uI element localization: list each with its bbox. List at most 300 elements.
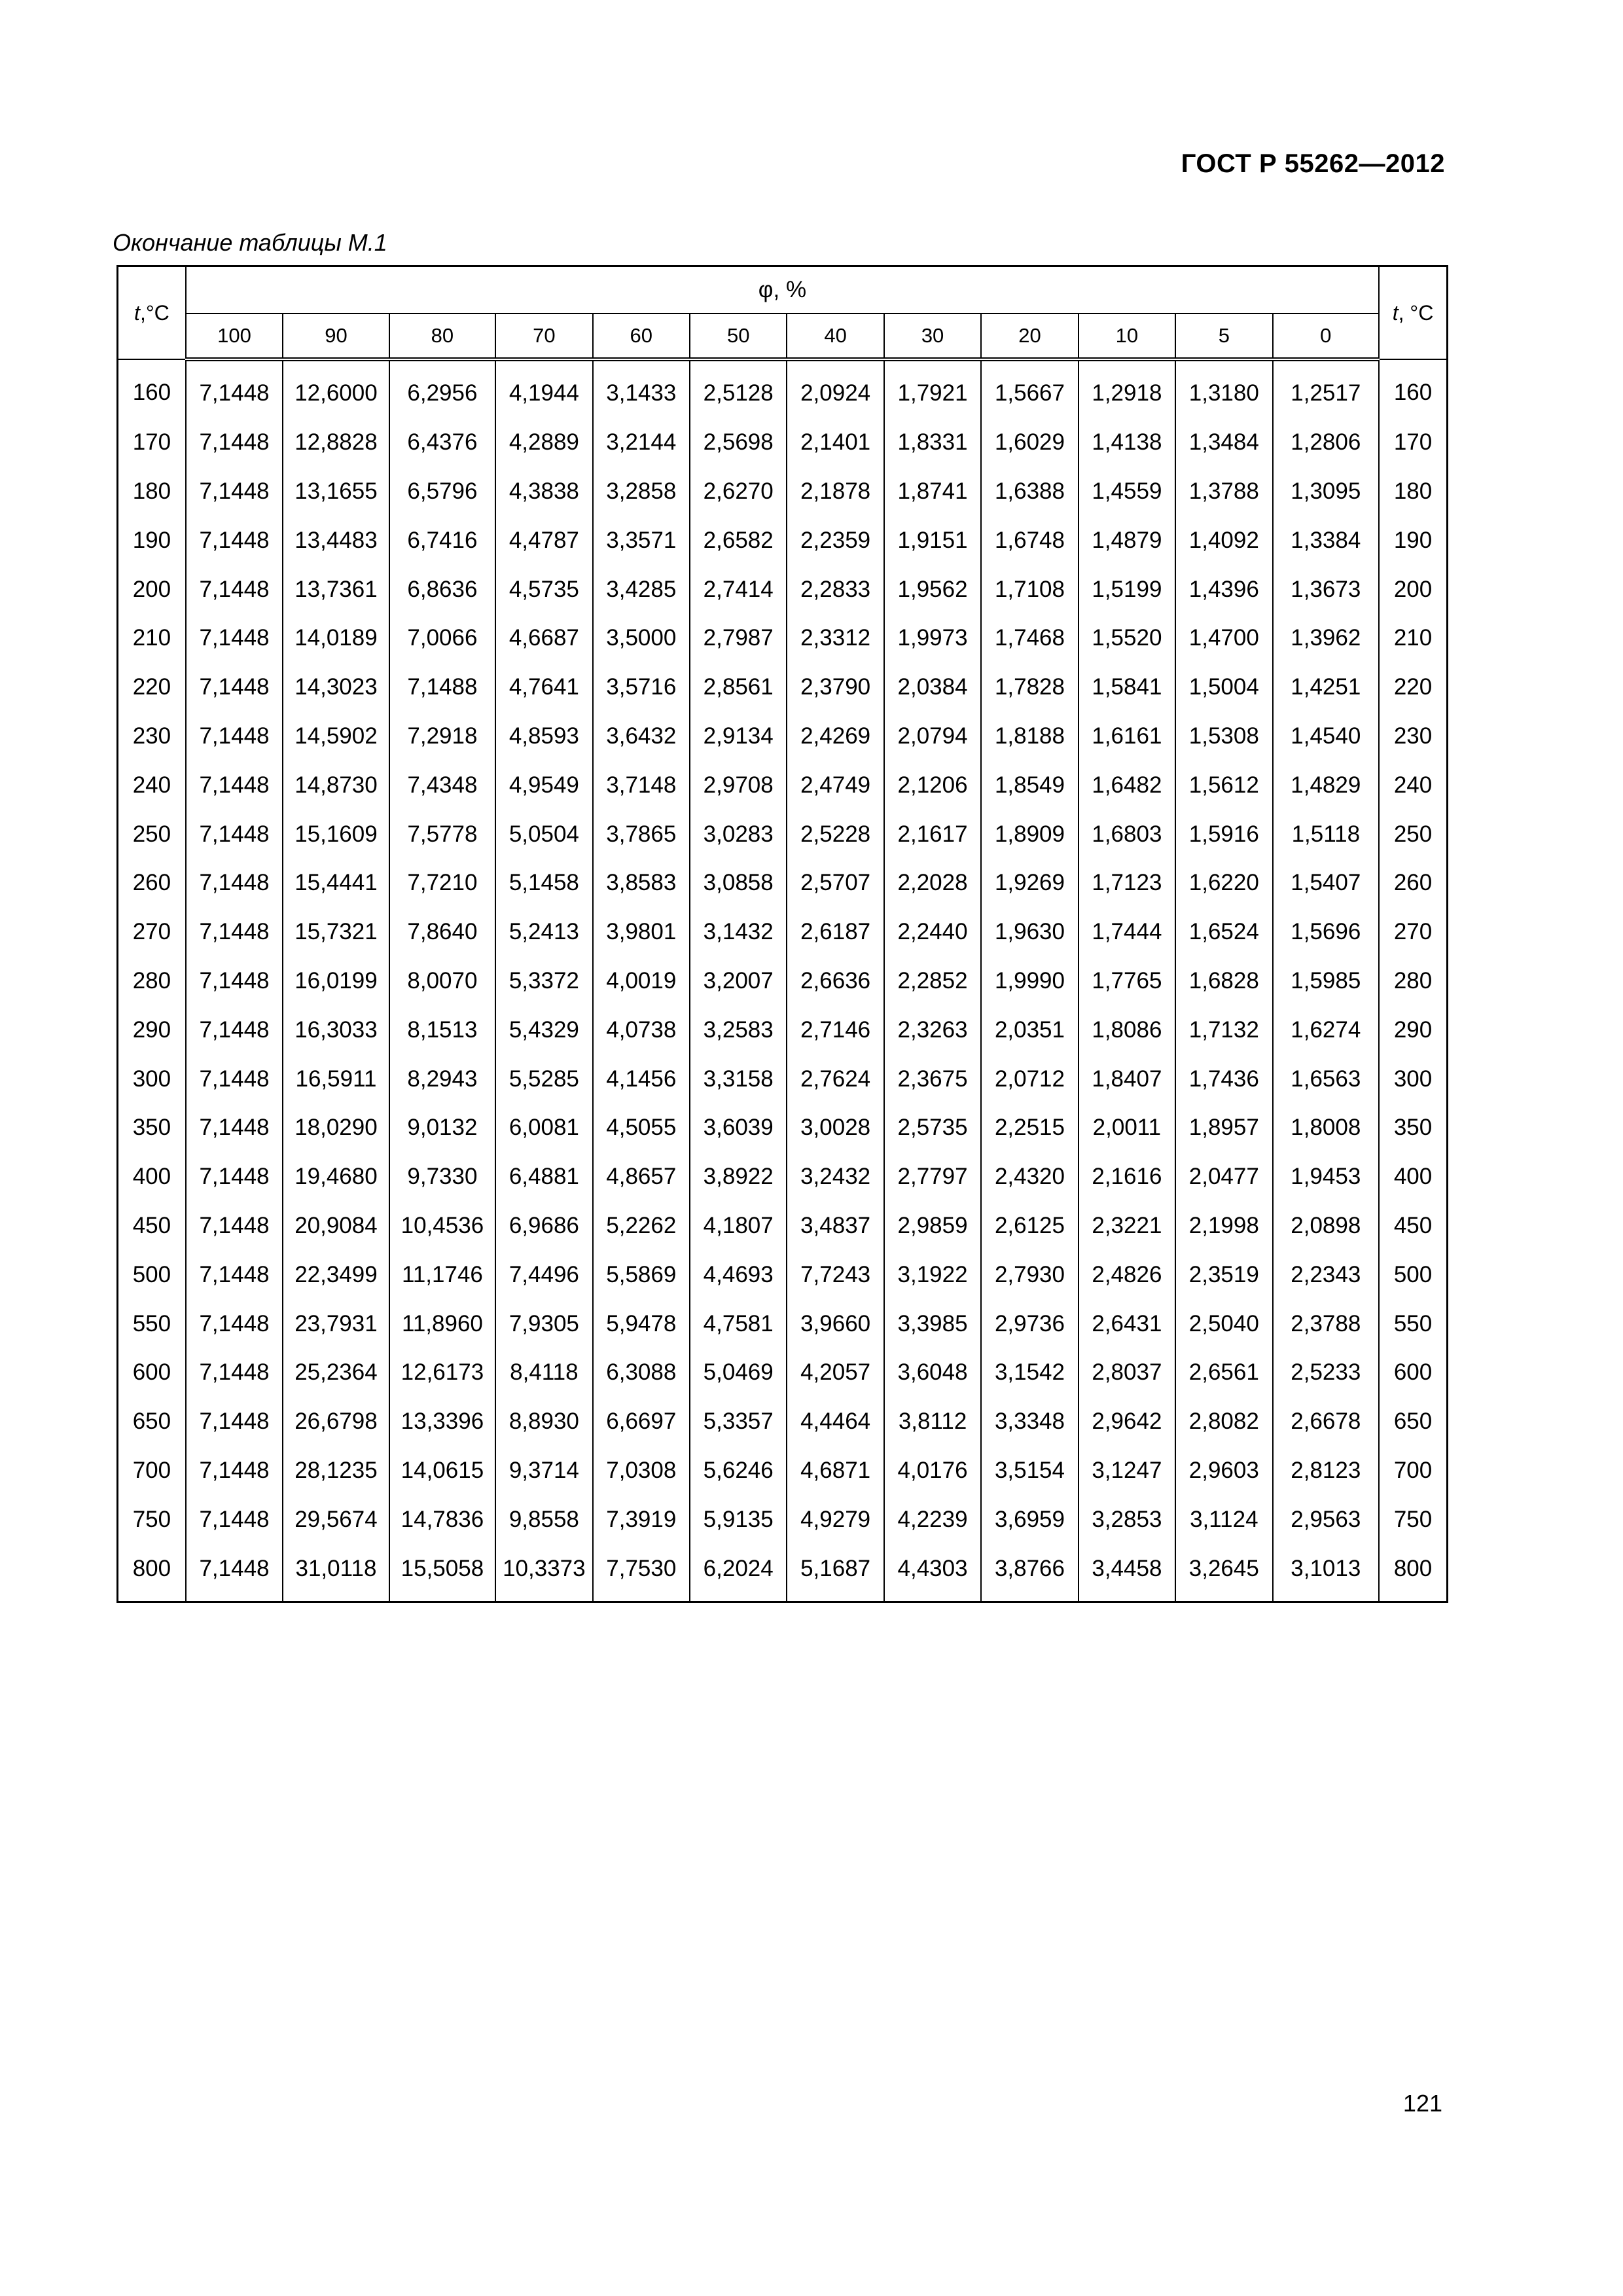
value-cell: 3,6039 bbox=[690, 1103, 787, 1153]
value-cell: 2,7797 bbox=[884, 1153, 981, 1202]
phi-column-header: 0 bbox=[1273, 314, 1380, 359]
value-cell: 3,9801 bbox=[593, 908, 690, 957]
value-cell: 4,4787 bbox=[495, 516, 592, 565]
value-cell: 7,1448 bbox=[186, 565, 283, 614]
value-cell: 1,5004 bbox=[1175, 663, 1272, 712]
value-cell: 1,6524 bbox=[1175, 908, 1272, 957]
page-number: 121 bbox=[1402, 2090, 1442, 2117]
value-cell: 3,8766 bbox=[981, 1544, 1078, 1602]
table-row bbox=[118, 810, 1448, 859]
value-cell: 3,0858 bbox=[690, 859, 787, 908]
value-cell: 1,5916 bbox=[1175, 810, 1272, 859]
value-cell: 1,6029 bbox=[981, 418, 1078, 467]
value-cell: 2,5040 bbox=[1175, 1299, 1272, 1348]
temperature-cell-right: 290 bbox=[1379, 1005, 1447, 1054]
phi-column-header: 20 bbox=[981, 314, 1078, 359]
value-cell: 2,3790 bbox=[787, 663, 883, 712]
value-cell: 1,9630 bbox=[981, 908, 1078, 957]
value-cell: 2,4826 bbox=[1079, 1250, 1175, 1299]
value-cell: 3,8112 bbox=[884, 1397, 981, 1446]
value-cell: 1,8086 bbox=[1079, 1005, 1175, 1054]
value-cell: 2,7414 bbox=[690, 565, 787, 614]
value-cell: 2,8082 bbox=[1175, 1397, 1272, 1446]
value-cell: 5,9478 bbox=[593, 1299, 690, 1348]
value-cell: 1,9562 bbox=[884, 565, 981, 614]
temperature-cell-left: 160 bbox=[118, 359, 186, 418]
value-cell: 10,3373 bbox=[495, 1544, 592, 1602]
phi-column-header: 90 bbox=[283, 314, 389, 359]
temperature-cell-left: 800 bbox=[118, 1544, 186, 1602]
value-cell: 7,1448 bbox=[186, 859, 283, 908]
temperature-cell-left: 700 bbox=[118, 1446, 186, 1496]
value-cell: 1,3180 bbox=[1175, 359, 1272, 418]
value-cell: 1,6161 bbox=[1079, 712, 1175, 761]
value-cell: 1,5696 bbox=[1273, 908, 1380, 957]
value-cell: 13,4483 bbox=[283, 516, 389, 565]
value-cell: 1,5199 bbox=[1079, 565, 1175, 614]
value-cell: 4,4693 bbox=[690, 1250, 787, 1299]
value-cell: 3,9660 bbox=[787, 1299, 883, 1348]
value-cell: 14,0615 bbox=[389, 1446, 495, 1496]
value-cell: 2,6561 bbox=[1175, 1348, 1272, 1397]
value-cell: 4,6687 bbox=[495, 614, 592, 663]
value-cell: 4,5055 bbox=[593, 1103, 690, 1153]
temperature-cell-right: 600 bbox=[1379, 1348, 1447, 1397]
value-cell: 3,1433 bbox=[593, 359, 690, 418]
temperature-cell-left: 180 bbox=[118, 467, 186, 516]
value-cell: 7,1448 bbox=[186, 614, 283, 663]
value-cell: 7,1448 bbox=[186, 1054, 283, 1103]
value-cell: 2,7930 bbox=[981, 1250, 1078, 1299]
table-row bbox=[118, 1202, 1448, 1251]
temperature-cell-left: 650 bbox=[118, 1397, 186, 1446]
value-cell: 3,2858 bbox=[593, 467, 690, 516]
value-cell: 2,2028 bbox=[884, 859, 981, 908]
value-cell: 7,1448 bbox=[186, 1103, 283, 1153]
table-header-row bbox=[118, 266, 1448, 314]
value-cell: 1,8549 bbox=[981, 761, 1078, 810]
value-cell: 9,7330 bbox=[389, 1153, 495, 1202]
value-cell: 3,6048 bbox=[884, 1348, 981, 1397]
value-cell: 9,8558 bbox=[495, 1495, 592, 1544]
temperature-cell-right: 160 bbox=[1379, 359, 1447, 418]
value-cell: 16,3033 bbox=[283, 1005, 389, 1054]
table-row bbox=[118, 761, 1448, 810]
value-cell: 8,8930 bbox=[495, 1397, 592, 1446]
value-cell: 8,2943 bbox=[389, 1054, 495, 1103]
value-cell: 7,1448 bbox=[186, 810, 283, 859]
table-row bbox=[118, 1005, 1448, 1054]
value-cell: 2,5707 bbox=[787, 859, 883, 908]
value-cell: 23,7931 bbox=[283, 1299, 389, 1348]
value-cell: 4,2239 bbox=[884, 1495, 981, 1544]
table-row bbox=[118, 957, 1448, 1006]
value-cell: 1,4092 bbox=[1175, 516, 1272, 565]
value-cell: 1,6274 bbox=[1273, 1005, 1380, 1054]
value-cell: 7,1448 bbox=[186, 516, 283, 565]
value-cell: 2,4749 bbox=[787, 761, 883, 810]
value-cell: 3,1013 bbox=[1273, 1544, 1380, 1602]
value-cell: 1,9990 bbox=[981, 957, 1078, 1006]
value-cell: 5,5285 bbox=[495, 1054, 592, 1103]
value-cell: 2,9859 bbox=[884, 1202, 981, 1251]
temperature-cell-right: 400 bbox=[1379, 1153, 1447, 1202]
value-cell: 2,6582 bbox=[690, 516, 787, 565]
value-cell: 8,4118 bbox=[495, 1348, 592, 1397]
temperature-cell-right: 240 bbox=[1379, 761, 1447, 810]
value-cell: 4,0738 bbox=[593, 1005, 690, 1054]
table-caption: Окончание таблицы М.1 bbox=[113, 229, 387, 256]
value-cell: 1,3484 bbox=[1175, 418, 1272, 467]
value-cell: 7,1448 bbox=[186, 1250, 283, 1299]
value-cell: 1,2806 bbox=[1273, 418, 1380, 467]
value-cell: 4,7581 bbox=[690, 1299, 787, 1348]
value-cell: 7,1448 bbox=[186, 418, 283, 467]
value-cell: 6,6697 bbox=[593, 1397, 690, 1446]
temperature-cell-left: 280 bbox=[118, 957, 186, 1006]
value-cell: 2,6187 bbox=[787, 908, 883, 957]
temperature-cell-left: 260 bbox=[118, 859, 186, 908]
value-cell: 3,3158 bbox=[690, 1054, 787, 1103]
table-row bbox=[118, 418, 1448, 467]
table-row bbox=[118, 516, 1448, 565]
value-cell: 1,9973 bbox=[884, 614, 981, 663]
temperature-cell-right: 270 bbox=[1379, 908, 1447, 957]
temperature-cell-left: 300 bbox=[118, 1054, 186, 1103]
value-cell: 2,6636 bbox=[787, 957, 883, 1006]
temperature-cell-left: 200 bbox=[118, 565, 186, 614]
value-cell: 29,5674 bbox=[283, 1495, 389, 1544]
table-row bbox=[118, 1103, 1448, 1153]
value-cell: 4,2057 bbox=[787, 1348, 883, 1397]
value-cell: 1,6388 bbox=[981, 467, 1078, 516]
value-cell: 7,0308 bbox=[593, 1446, 690, 1496]
phi-column-header: 80 bbox=[389, 314, 495, 359]
value-cell: 3,4837 bbox=[787, 1202, 883, 1251]
value-cell: 2,2343 bbox=[1273, 1250, 1380, 1299]
value-cell: 3,6432 bbox=[593, 712, 690, 761]
value-cell: 1,5520 bbox=[1079, 614, 1175, 663]
value-cell: 14,3023 bbox=[283, 663, 389, 712]
value-cell: 5,6246 bbox=[690, 1446, 787, 1496]
table-row bbox=[118, 1397, 1448, 1446]
temperature-cell-left: 450 bbox=[118, 1202, 186, 1251]
value-cell: 1,8957 bbox=[1175, 1103, 1272, 1153]
temperature-cell-left: 400 bbox=[118, 1153, 186, 1202]
value-cell: 4,1807 bbox=[690, 1202, 787, 1251]
value-cell: 6,0081 bbox=[495, 1103, 592, 1153]
value-cell: 1,3384 bbox=[1273, 516, 1380, 565]
value-cell: 2,2440 bbox=[884, 908, 981, 957]
value-cell: 1,7921 bbox=[884, 359, 981, 418]
value-cell: 12,6000 bbox=[283, 359, 389, 418]
value-cell: 1,5985 bbox=[1273, 957, 1380, 1006]
table-row bbox=[118, 1153, 1448, 1202]
value-cell: 2,3263 bbox=[884, 1005, 981, 1054]
value-cell: 2,1878 bbox=[787, 467, 883, 516]
document-code: ГОСТ Р 55262—2012 bbox=[1181, 149, 1445, 178]
value-cell: 1,4251 bbox=[1273, 663, 1380, 712]
temperature-cell-left: 750 bbox=[118, 1495, 186, 1544]
value-cell: 4,9549 bbox=[495, 761, 592, 810]
value-cell: 7,1448 bbox=[186, 1446, 283, 1496]
value-cell: 3,6959 bbox=[981, 1495, 1078, 1544]
value-cell: 7,1448 bbox=[186, 1005, 283, 1054]
temperature-cell-left: 270 bbox=[118, 908, 186, 957]
value-cell: 4,9279 bbox=[787, 1495, 883, 1544]
phi-group-header: φ, % bbox=[186, 266, 1379, 314]
value-cell: 4,7641 bbox=[495, 663, 592, 712]
value-cell: 2,5233 bbox=[1273, 1348, 1380, 1397]
value-cell: 7,1448 bbox=[186, 1495, 283, 1544]
value-cell: 10,4536 bbox=[389, 1202, 495, 1251]
value-cell: 2,0794 bbox=[884, 712, 981, 761]
value-cell: 7,1448 bbox=[186, 1348, 283, 1397]
temperature-cell-right: 280 bbox=[1379, 957, 1447, 1006]
value-cell: 7,1448 bbox=[186, 908, 283, 957]
temperature-cell-left: 600 bbox=[118, 1348, 186, 1397]
value-cell: 2,5228 bbox=[787, 810, 883, 859]
value-cell: 2,3788 bbox=[1273, 1299, 1380, 1348]
table-row bbox=[118, 1348, 1448, 1397]
t-variable: t bbox=[1392, 300, 1399, 325]
phi-column-header: 60 bbox=[593, 314, 690, 359]
temperature-cell-left: 250 bbox=[118, 810, 186, 859]
value-cell: 2,9736 bbox=[981, 1299, 1078, 1348]
data-table bbox=[116, 265, 1448, 1603]
value-cell: 1,9269 bbox=[981, 859, 1078, 908]
temperature-cell-right: 650 bbox=[1379, 1397, 1447, 1446]
value-cell: 9,3714 bbox=[495, 1446, 592, 1496]
value-cell: 2,8561 bbox=[690, 663, 787, 712]
temperature-cell-right: 350 bbox=[1379, 1103, 1447, 1153]
value-cell: 2,9563 bbox=[1273, 1495, 1380, 1544]
value-cell: 3,1124 bbox=[1175, 1495, 1272, 1544]
value-cell: 3,7865 bbox=[593, 810, 690, 859]
value-cell: 4,2889 bbox=[495, 418, 592, 467]
value-cell: 18,0290 bbox=[283, 1103, 389, 1153]
value-cell: 7,7530 bbox=[593, 1544, 690, 1602]
value-cell: 11,1746 bbox=[389, 1250, 495, 1299]
value-cell: 1,3095 bbox=[1273, 467, 1380, 516]
phi-column-header: 10 bbox=[1079, 314, 1175, 359]
value-cell: 1,6828 bbox=[1175, 957, 1272, 1006]
value-cell: 1,7444 bbox=[1079, 908, 1175, 957]
temperature-cell-left: 190 bbox=[118, 516, 186, 565]
value-cell: 2,0924 bbox=[787, 359, 883, 418]
value-cell: 2,2359 bbox=[787, 516, 883, 565]
value-cell: 3,2432 bbox=[787, 1153, 883, 1202]
value-cell: 26,6798 bbox=[283, 1397, 389, 1446]
value-cell: 15,4441 bbox=[283, 859, 389, 908]
value-cell: 1,4396 bbox=[1175, 565, 1272, 614]
value-cell: 2,4320 bbox=[981, 1153, 1078, 1202]
value-cell: 31,0118 bbox=[283, 1544, 389, 1602]
value-cell: 4,4464 bbox=[787, 1397, 883, 1446]
value-cell: 3,8583 bbox=[593, 859, 690, 908]
value-cell: 5,0469 bbox=[690, 1348, 787, 1397]
value-cell: 2,2833 bbox=[787, 565, 883, 614]
value-cell: 7,1448 bbox=[186, 359, 283, 418]
value-cell: 13,3396 bbox=[389, 1397, 495, 1446]
temperature-cell-right: 450 bbox=[1379, 1202, 1447, 1251]
value-cell: 2,1617 bbox=[884, 810, 981, 859]
value-cell: 7,0066 bbox=[389, 614, 495, 663]
value-cell: 1,8909 bbox=[981, 810, 1078, 859]
value-cell: 3,2583 bbox=[690, 1005, 787, 1054]
value-cell: 1,8331 bbox=[884, 418, 981, 467]
value-cell: 4,1944 bbox=[495, 359, 592, 418]
value-cell: 5,5869 bbox=[593, 1250, 690, 1299]
value-cell: 3,1542 bbox=[981, 1348, 1078, 1397]
value-cell: 14,0189 bbox=[283, 614, 389, 663]
value-cell: 2,2852 bbox=[884, 957, 981, 1006]
value-cell: 4,0019 bbox=[593, 957, 690, 1006]
value-cell: 7,9305 bbox=[495, 1299, 592, 1348]
value-cell: 5,9135 bbox=[690, 1495, 787, 1544]
value-cell: 1,5118 bbox=[1273, 810, 1380, 859]
temperature-cell-right: 230 bbox=[1379, 712, 1447, 761]
value-cell: 7,5778 bbox=[389, 810, 495, 859]
value-cell: 3,5000 bbox=[593, 614, 690, 663]
value-cell: 16,5911 bbox=[283, 1054, 389, 1103]
value-cell: 1,5407 bbox=[1273, 859, 1380, 908]
value-cell: 1,5841 bbox=[1079, 663, 1175, 712]
table-row bbox=[118, 467, 1448, 516]
value-cell: 7,1488 bbox=[389, 663, 495, 712]
value-cell: 6,9686 bbox=[495, 1202, 592, 1251]
value-cell: 7,7210 bbox=[389, 859, 495, 908]
phi-column-header: 40 bbox=[787, 314, 883, 359]
t-unit: , °C bbox=[1398, 300, 1434, 325]
value-cell: 4,1456 bbox=[593, 1054, 690, 1103]
phi-columns-row bbox=[118, 314, 1448, 359]
value-cell: 2,5128 bbox=[690, 359, 787, 418]
phi-column-header: 5 bbox=[1175, 314, 1272, 359]
value-cell: 3,2007 bbox=[690, 957, 787, 1006]
value-cell: 2,9134 bbox=[690, 712, 787, 761]
value-cell: 1,6220 bbox=[1175, 859, 1272, 908]
value-cell: 1,5612 bbox=[1175, 761, 1272, 810]
value-cell: 3,2144 bbox=[593, 418, 690, 467]
value-cell: 4,3838 bbox=[495, 467, 592, 516]
value-cell: 2,8123 bbox=[1273, 1446, 1380, 1496]
value-cell: 7,4496 bbox=[495, 1250, 592, 1299]
value-cell: 1,5308 bbox=[1175, 712, 1272, 761]
value-cell: 3,1247 bbox=[1079, 1446, 1175, 1496]
value-cell: 13,7361 bbox=[283, 565, 389, 614]
value-cell: 19,4680 bbox=[283, 1153, 389, 1202]
value-cell: 7,1448 bbox=[186, 467, 283, 516]
value-cell: 15,7321 bbox=[283, 908, 389, 957]
value-cell: 1,8407 bbox=[1079, 1054, 1175, 1103]
value-cell: 8,0070 bbox=[389, 957, 495, 1006]
value-cell: 2,0011 bbox=[1079, 1103, 1175, 1153]
value-cell: 1,7123 bbox=[1079, 859, 1175, 908]
temperature-cell-right: 170 bbox=[1379, 418, 1447, 467]
value-cell: 1,4879 bbox=[1079, 516, 1175, 565]
value-cell: 6,5796 bbox=[389, 467, 495, 516]
value-cell: 1,8188 bbox=[981, 712, 1078, 761]
value-cell: 7,3919 bbox=[593, 1495, 690, 1544]
value-cell: 22,3499 bbox=[283, 1250, 389, 1299]
temperature-cell-right: 250 bbox=[1379, 810, 1447, 859]
value-cell: 13,1655 bbox=[283, 467, 389, 516]
value-cell: 3,8922 bbox=[690, 1153, 787, 1202]
temperature-cell-left: 230 bbox=[118, 712, 186, 761]
table-row bbox=[118, 1495, 1448, 1544]
value-cell: 2,3675 bbox=[884, 1054, 981, 1103]
value-cell: 2,1401 bbox=[787, 418, 883, 467]
value-cell: 2,2515 bbox=[981, 1103, 1078, 1153]
value-cell: 25,2364 bbox=[283, 1348, 389, 1397]
value-cell: 2,0712 bbox=[981, 1054, 1078, 1103]
value-cell: 1,7132 bbox=[1175, 1005, 1272, 1054]
temperature-cell-left: 170 bbox=[118, 418, 186, 467]
table-row bbox=[118, 1446, 1448, 1496]
value-cell: 7,2918 bbox=[389, 712, 495, 761]
value-cell: 1,7828 bbox=[981, 663, 1078, 712]
value-cell: 14,8730 bbox=[283, 761, 389, 810]
value-cell: 7,1448 bbox=[186, 1153, 283, 1202]
table-body bbox=[118, 359, 1448, 1602]
value-cell: 1,4540 bbox=[1273, 712, 1380, 761]
t-column-header-left bbox=[118, 266, 186, 360]
value-cell: 1,7765 bbox=[1079, 957, 1175, 1006]
value-cell: 1,2517 bbox=[1273, 359, 1380, 418]
value-cell: 3,0028 bbox=[787, 1103, 883, 1153]
temperature-cell-right: 550 bbox=[1379, 1299, 1447, 1348]
value-cell: 1,7436 bbox=[1175, 1054, 1272, 1103]
value-cell: 2,8037 bbox=[1079, 1348, 1175, 1397]
value-cell: 7,1448 bbox=[186, 663, 283, 712]
value-cell: 6,8636 bbox=[389, 565, 495, 614]
temperature-cell-left: 550 bbox=[118, 1299, 186, 1348]
table-row bbox=[118, 1250, 1448, 1299]
table-container bbox=[116, 265, 1448, 1603]
value-cell: 7,1448 bbox=[186, 1544, 283, 1602]
value-cell: 28,1235 bbox=[283, 1446, 389, 1496]
table-row bbox=[118, 1544, 1448, 1602]
table-row bbox=[118, 614, 1448, 663]
table-row bbox=[118, 565, 1448, 614]
value-cell: 7,1448 bbox=[186, 957, 283, 1006]
temperature-cell-left: 350 bbox=[118, 1103, 186, 1153]
value-cell: 3,3571 bbox=[593, 516, 690, 565]
phi-column-header: 70 bbox=[495, 314, 592, 359]
value-cell: 3,1432 bbox=[690, 908, 787, 957]
temperature-cell-left: 500 bbox=[118, 1250, 186, 1299]
table-row bbox=[118, 663, 1448, 712]
value-cell: 7,1448 bbox=[186, 1299, 283, 1348]
value-cell: 2,0898 bbox=[1273, 1202, 1380, 1251]
value-cell: 2,5698 bbox=[690, 418, 787, 467]
value-cell: 7,1448 bbox=[186, 761, 283, 810]
value-cell: 7,7243 bbox=[787, 1250, 883, 1299]
value-cell: 1,6563 bbox=[1273, 1054, 1380, 1103]
value-cell: 1,8741 bbox=[884, 467, 981, 516]
value-cell: 2,1206 bbox=[884, 761, 981, 810]
temperature-cell-right: 800 bbox=[1379, 1544, 1447, 1602]
value-cell: 3,2853 bbox=[1079, 1495, 1175, 1544]
value-cell: 15,5058 bbox=[389, 1544, 495, 1602]
value-cell: 4,8593 bbox=[495, 712, 592, 761]
value-cell: 8,1513 bbox=[389, 1005, 495, 1054]
temperature-cell-right: 210 bbox=[1379, 614, 1447, 663]
value-cell: 5,2262 bbox=[593, 1202, 690, 1251]
value-cell: 6,3088 bbox=[593, 1348, 690, 1397]
temperature-cell-left: 290 bbox=[118, 1005, 186, 1054]
